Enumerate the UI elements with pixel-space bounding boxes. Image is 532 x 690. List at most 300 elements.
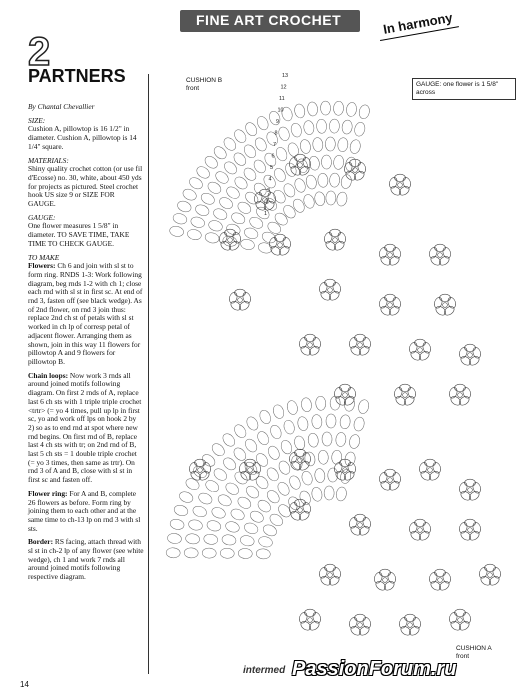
cushion-b-flower-petal (395, 174, 406, 181)
row-number: 12 (280, 84, 287, 91)
cushion-b-flower-petal (400, 384, 411, 391)
ring-label: Flower ring: (28, 488, 68, 498)
cushion-a-flower-petal (305, 609, 316, 616)
cushion-b-flower-petal (468, 355, 481, 367)
cushion-a-flower-center (298, 458, 303, 463)
cushion-b-loop (186, 228, 202, 241)
cushion-a-flower-petal (349, 625, 362, 637)
cushion-a-flower-petal (385, 469, 396, 476)
cushion-b-flower-center (458, 393, 463, 398)
cushion-a-loop (212, 466, 229, 482)
cushion-a-loop (293, 435, 306, 451)
cushion-a-flower-petal (355, 514, 366, 521)
cushion-b-flower-petal (465, 344, 476, 351)
cushion-a-loop (224, 481, 241, 497)
publisher-logo: intermed (243, 665, 286, 676)
cushion-b-flower-petal (308, 345, 321, 357)
cushion-a-loop (324, 486, 334, 500)
cushion-b-loop (212, 207, 229, 222)
cushion-b-flower-petal (379, 255, 392, 267)
cushion-b-loop (303, 120, 315, 135)
cushion-a-loop (197, 491, 214, 506)
cushion-b-flower-petal (434, 305, 447, 317)
cushion-a-loop (221, 534, 237, 547)
cushion-b-flower-petal (458, 395, 471, 407)
cushion-a-loop (243, 437, 259, 454)
cushion-b-loop (207, 219, 223, 233)
cushion-a-loop (210, 505, 227, 520)
row-number: 2 (265, 199, 269, 206)
cushion-a-loop (255, 430, 271, 447)
cushion-b-flower-center (308, 343, 313, 348)
gauge-note-box: GAUGE: one flower is 1 5/8" across (412, 78, 516, 100)
cushion-a-flower-petal (408, 625, 421, 637)
cushion-a-flower-petal (198, 470, 211, 482)
cushion-b-loop (299, 139, 312, 155)
cushion-b-flower-petal (379, 305, 392, 317)
cushion-a-loop (307, 433, 319, 448)
cushion-a-flower-petal (355, 614, 366, 621)
cushion-b-loop (353, 121, 366, 137)
cushion-a-flower-petal (485, 564, 496, 571)
cushion-a-loop (322, 432, 332, 446)
cushion-b-flower-center (388, 303, 393, 308)
cushion-b-flower-petal (324, 240, 337, 252)
page-number: 14 (20, 680, 29, 689)
cushion-b-label (186, 77, 222, 92)
cushion-a-loop (206, 519, 222, 533)
cushion-a-loop (178, 490, 195, 505)
cushion-a-flower-petal (399, 625, 412, 637)
cushion-b-loop (224, 184, 241, 200)
cushion-a-flower-petal (383, 580, 396, 592)
cushion-b-flower-center (333, 238, 338, 243)
cushion-a-flower-petal (455, 609, 466, 616)
section-subtitle: In harmony (382, 9, 454, 37)
row-number: 3 (267, 188, 271, 194)
cushion-b-loop (243, 121, 259, 138)
cushion-a-loop (328, 468, 338, 482)
cushion-a-loop (269, 424, 284, 441)
cushion-b-loop (308, 156, 320, 171)
cushion-a-flower-petal (319, 575, 332, 587)
cushion-a-flower-petal (415, 519, 426, 526)
cushion-b-loop (240, 238, 256, 251)
cushion-a-title: CUSHION A (456, 645, 492, 652)
cushion-b-loop (293, 103, 306, 119)
gauge-text: One flower measures 1 5/8" in diameter. TO SAVE TIME, TAKE TIME TO CHECK GAUGE. (28, 221, 130, 248)
cushion-b-flower-petal (394, 395, 407, 407)
cushion-b-flower-center (388, 253, 393, 258)
cushion-a-loop (166, 547, 180, 558)
cushion-a-flower-petal (458, 620, 471, 632)
row-number: 7 (273, 142, 277, 148)
cushion-a-flower-petal (435, 569, 446, 576)
cushion-b-loop (317, 173, 328, 188)
cushion-a-loop (229, 507, 246, 522)
cushion-a-loop (272, 403, 286, 420)
cushion-a-loop (311, 486, 324, 502)
cushion-a-loop (257, 535, 273, 548)
cushion-b-loop (337, 137, 348, 152)
cushion-a-loop (286, 400, 299, 416)
cushion-b-flower-petal (385, 294, 396, 301)
cushion-a-flower-center (468, 528, 473, 533)
cushion-a-loop (232, 423, 248, 440)
cushion-a-loop (245, 415, 261, 432)
cushion-a-loop (300, 397, 312, 412)
cushion-a-loop (224, 520, 240, 534)
cushion-b-flower-petal (289, 165, 302, 177)
cushion-a-loop (256, 548, 271, 559)
cushion-b-flower-center (343, 393, 348, 398)
cushion-a-loop (311, 414, 322, 429)
cushion-b-flower-petal (455, 384, 466, 391)
cushion-b-loop (314, 191, 326, 206)
cushion-b-loop (274, 126, 291, 143)
cushion-b-loop (255, 115, 270, 132)
cushion-b-loop (213, 169, 230, 186)
article-title: PARTNERS (28, 66, 126, 86)
cushion-b-loop (326, 191, 336, 205)
cushion-a-loop (258, 409, 273, 426)
cushion-a-loop (191, 504, 208, 518)
cushion-a-flower-petal (419, 470, 432, 482)
cushion-b-loop (194, 203, 211, 218)
cushion-b-loop (273, 211, 290, 228)
cushion-b-loop (242, 166, 259, 183)
cushion-b-flower-petal (340, 384, 351, 391)
cushion-a-flower-petal (425, 459, 436, 466)
cushion-b-loop (217, 195, 234, 211)
cushion-b-loop (320, 101, 330, 115)
cushion-b-flower-petal (449, 395, 462, 407)
cushion-a-loop (187, 518, 203, 531)
cushion-b-flower-petal (219, 240, 232, 252)
cushion-a-flower-center (308, 618, 313, 623)
chain-text: Now work 3 rnds all around joined motifs following diagram. On first 2 rnds of A, replace last 6 ch sts with 1 triple triple crochet <trtr> (= yo 4 times, pull up lp in first sc, yo and work off lps on hook 2 by 2) so as to end rnd at spot where new rnd begins. On first rnd of B, replace last 4 ch sts with tr; on 2nd rnd of B, last 5 ch sts = 1 double triple crochet (= yo 3 times, then same as trtr). On rnd 3 of A and B, close with sl st in first sc and fasten off. (28, 370, 142, 485)
cushion-a-flower-petal (465, 479, 476, 486)
cushion-b-flower-center (438, 253, 443, 258)
cushion-b-flower-center (298, 163, 303, 168)
cushion-a-flower-petal (449, 620, 462, 632)
watermark: PassionForum.ru (292, 658, 457, 680)
ring-text: For A and B, complete 26 flowers as before. Form ring by joining them to each other and at the same time to ch-13 lp on rnd 3 with sl sts. (28, 488, 141, 533)
cushion-b-flower-petal (328, 290, 341, 302)
cushion-a-flower-petal (418, 530, 431, 542)
cushion-b-flower-petal (225, 229, 236, 236)
cushion-a-loop (335, 486, 347, 501)
cushion-b-flower-center (398, 183, 403, 188)
cushion-b-loop (358, 104, 371, 120)
cushion-a-flower-petal (349, 525, 362, 537)
cushion-a-flower-petal (388, 480, 401, 492)
gauge-heading: GAUGE: (28, 212, 56, 222)
cushion-b-flower-petal (355, 334, 366, 341)
cushion-b-flower-petal (350, 159, 361, 166)
cushion-b-loop (321, 155, 331, 169)
cushion-b-flower-petal (330, 229, 341, 236)
cushion-a-flower-petal (465, 519, 476, 526)
row-number: 8 (274, 130, 278, 137)
cushion-b-flower-petal (358, 345, 371, 357)
cushion-a-flower-center (438, 578, 443, 583)
cushion-a-loop (185, 533, 200, 545)
cushion-a-flower-petal (468, 530, 481, 542)
cushion-a-flower-petal (343, 470, 356, 482)
cushion-a-flower-petal (328, 575, 341, 587)
cushion-a-loop (184, 548, 198, 559)
cushion-a-loop (266, 444, 281, 461)
cushion-b-flower-petal (403, 395, 416, 407)
cushion-b-loop (190, 215, 206, 229)
cushion-b-loop (169, 225, 185, 238)
cushion-b-loop (232, 151, 249, 168)
article-number: 2 (28, 30, 51, 74)
cushion-a-flower-center (298, 508, 303, 513)
cushion-a-loop (238, 548, 253, 559)
cushion-b-flower-center (353, 168, 358, 173)
cushion-a-loop (331, 450, 342, 465)
cushion-b-flower-center (443, 303, 448, 308)
cushion-b-flower-center (403, 393, 408, 398)
cushion-a-loop (348, 434, 361, 450)
cushion-b-flower-petal (459, 355, 472, 367)
flowers-label: Flowers: (28, 261, 56, 271)
row-number: 10 (277, 107, 284, 114)
cushion-a-loop (220, 548, 235, 559)
cushion-a-loop (300, 470, 313, 486)
cushion-b-loop (236, 200, 253, 216)
cushion-b-flower-petal (298, 165, 311, 177)
cushion-a-flower-center (383, 578, 388, 583)
cushion-a-loop (326, 414, 336, 428)
cushion-a-loop (268, 512, 285, 528)
cushion-a-loop (232, 446, 249, 463)
cushion-b-flower-petal (389, 185, 402, 197)
size-heading: SIZE: (28, 115, 46, 125)
row-number: 4 (268, 176, 272, 183)
cushion-b-flower-petal (319, 290, 332, 302)
cushion-b-flower-petal (415, 339, 426, 346)
cushion-a-flower-petal (488, 575, 501, 587)
cushion-a-flower-petal (379, 480, 392, 492)
cushion-a-flower-petal (299, 620, 312, 632)
cushion-a-flower-petal (374, 580, 387, 592)
cushion-b-flower-petal (295, 154, 306, 161)
cushion-b-flower-petal (344, 170, 357, 182)
cushion-a-loop (315, 396, 326, 411)
cushion-b-loop (329, 119, 339, 133)
row-number: 5 (270, 165, 274, 171)
cushion-a-loop (279, 439, 293, 456)
magazine-header-title: FINE ART CROCHET (196, 12, 342, 28)
materials-heading: MATERIALS: (28, 155, 69, 165)
cushion-a-flower-petal (298, 460, 311, 472)
cushion-a-flower-petal (380, 569, 391, 576)
row-number: 11 (279, 96, 285, 102)
cushion-b-flower-petal (385, 244, 396, 251)
cushion-a-flower-petal (295, 449, 306, 456)
cushion-a-loop (330, 396, 340, 410)
size-text: Cushion A, pillowtop is 16 1/2" in diameter. Cushion A, pillowtop is 14 1/4" square. (28, 124, 137, 151)
cushion-a-sub: front (456, 652, 470, 660)
cushion-b-loop (316, 119, 327, 134)
cushion-a-flower-petal (325, 564, 336, 571)
cushion-b-flower-petal (418, 350, 431, 362)
cushion-a-flower-petal (479, 575, 492, 587)
cushion-b-flower-petal (333, 240, 346, 252)
to-make-heading: TO MAKE (28, 252, 60, 262)
cushion-b-flower-center (238, 298, 243, 303)
cushion-a-loop (220, 431, 237, 448)
cushion-a-flower-petal (459, 530, 472, 542)
cushion-a-flower-center (418, 528, 423, 533)
cushion-a-flower-petal (459, 490, 472, 502)
chain-label: Chain loops: (28, 370, 69, 380)
cushion-b-loop (341, 119, 353, 134)
cushion-b-loop (286, 142, 300, 158)
cushion-b-flower-petal (388, 255, 401, 267)
cushion-a-loop (357, 399, 370, 415)
row-number: 9 (276, 119, 280, 125)
cushion-a-flower-petal (189, 470, 202, 482)
cushion-b-loop (212, 144, 229, 161)
cushion-a-flower-petal (468, 490, 481, 502)
cushion-b-loop (222, 159, 239, 176)
cushion-b-flower-center (468, 353, 473, 358)
cushion-a-loop (265, 466, 281, 483)
cushion-b-loop (312, 137, 323, 152)
cushion-a-flower-center (343, 468, 348, 473)
cushion-a-flower-petal (358, 625, 371, 637)
row-number: 13 (282, 73, 289, 79)
cushion-b-flower-center (328, 288, 333, 293)
cushion-b-flower-petal (435, 244, 446, 251)
cushion-a-flower-petal (289, 510, 302, 522)
cushion-b-flower-petal (398, 185, 411, 197)
cushion-a-loop (282, 419, 296, 435)
cushion-b-loop (349, 139, 362, 155)
cushion-a-flower-petal (245, 459, 256, 466)
cushion-b-loop (204, 231, 220, 244)
cushion-a-flower-center (488, 573, 493, 578)
cushion-b-sub: front (186, 84, 200, 92)
cushion-a-flower-center (388, 478, 393, 483)
border-label: Border: (28, 537, 54, 547)
cushion-a-loop (173, 504, 189, 518)
cushion-a-loop (239, 534, 255, 547)
cushion-b-flower-petal (235, 289, 246, 296)
cushion-a-loop (204, 478, 221, 494)
row-number: 1 (264, 211, 268, 217)
cushion-b-flower-center (358, 343, 363, 348)
cushion-b-loop (266, 220, 283, 236)
flowers-text: Ch 6 and join with sl st to form ring. RNDS 1-3: Work following diagram, beg rnds 1-2 with ch 1; close each rnd with sl st in first sc. At end of rnd 3, fasten off (see black wedge). As of 2nd flower, on rnd 3 join thus: replace 2nd ch st of petals with sl st worked in ch lp of corresp petal of adjacent flower. Arranging them as shown, join in this way 11 flowers for pillowtop A and 9 flowers for pillowtop B. (28, 261, 143, 366)
cushion-a-loop (202, 548, 217, 559)
cushion-b-flower-petal (299, 345, 312, 357)
cushion-b-loop (333, 155, 344, 170)
cushion-a-flower-petal (429, 580, 442, 592)
border-text: RS facing, attach thread with sl st in ch-2 lp of any flower (see white wedge), ch 1 and work 7 rnds all around joined motifs following respective diagram. (28, 537, 144, 582)
cushion-a-loop (236, 495, 253, 511)
cushion-a-loop (203, 533, 219, 545)
cushion-a-flower-center (458, 618, 463, 623)
cushion-b-loop (243, 190, 260, 207)
cushion-a-loop (210, 441, 227, 458)
cushion-b-flower-center (418, 348, 423, 353)
cushion-a-loop (216, 493, 233, 509)
cushion-a-loop (297, 416, 310, 432)
cushion-b-flower-center (228, 238, 233, 243)
cushion-a-loop (184, 476, 201, 492)
cushion-b-flower-center (278, 243, 283, 248)
cushion-a-flower-center (358, 623, 363, 628)
cushion-a-loop (254, 451, 270, 468)
cushion-a-flower-center (408, 623, 413, 628)
cushion-b-loop (290, 122, 303, 138)
cushion-b-loop (325, 137, 335, 151)
cushion-b-loop (305, 174, 318, 190)
cushion-a-flower-center (358, 523, 363, 528)
cushion-a-label (456, 645, 492, 660)
cushion-a-loop (314, 468, 326, 483)
cushion-a-loop (287, 474, 302, 491)
cushion-b-flower-petal (325, 279, 336, 286)
cushion-b-loop (172, 212, 188, 226)
cushion-b-flower-petal (238, 300, 251, 312)
cushion-a-flower-petal (409, 530, 422, 542)
cushion-b-loop (307, 101, 318, 116)
cushion-b-loop (232, 175, 249, 192)
cushion-b-loop (346, 102, 358, 117)
cushion-b-loop (333, 101, 344, 116)
cushion-b-loop (336, 191, 348, 207)
cushion-a-flower-petal (308, 620, 321, 632)
cushion-a-flower-petal (248, 470, 261, 482)
cushion-b-loop (181, 187, 198, 202)
cushion-a-flower-petal (405, 614, 416, 621)
cushion-a-loop (221, 455, 238, 472)
cushion-b-flower-petal (278, 245, 291, 257)
cushion-b-loop (199, 191, 216, 206)
cushion-b-flower-petal (353, 170, 366, 182)
cushion-b-flower-petal (440, 294, 451, 301)
cushion-b-flower-petal (275, 234, 286, 241)
cushion-a-loop (167, 533, 182, 545)
cushion-a-loop (169, 518, 185, 531)
cushion-a-flower-petal (428, 470, 441, 482)
cushion-a-flower-center (468, 488, 473, 493)
cushion-a-flower-petal (298, 510, 311, 522)
cushion-a-flower-center (328, 573, 333, 578)
cushion-a-flower-center (198, 468, 203, 473)
cushion-b-title: CUSHION B (186, 77, 223, 84)
cushion-a-loop (353, 416, 366, 432)
cushion-a-flower-petal (358, 525, 371, 537)
cushion-b-flower-petal (229, 300, 242, 312)
cushion-b-flower-petal (409, 350, 422, 362)
row-number: 6 (271, 153, 275, 160)
byline: By Chantal Chevallier (28, 102, 95, 111)
cushion-b-loop (176, 199, 193, 213)
cushion-a-loop (243, 521, 260, 535)
cushion-a-flower-petal (438, 580, 451, 592)
cushion-b-flower-petal (388, 305, 401, 317)
cushion-a-flower-petal (289, 460, 302, 472)
cushion-a-loop (318, 450, 329, 465)
cushion-a-flower-center (248, 468, 253, 473)
